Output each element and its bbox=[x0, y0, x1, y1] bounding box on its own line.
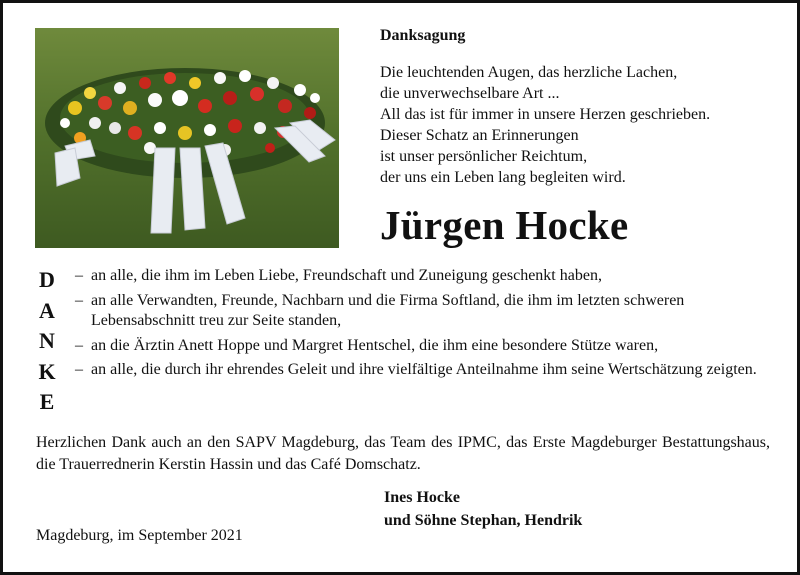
poem bbox=[380, 62, 710, 188]
dash: – bbox=[75, 361, 83, 378]
list-item-text: an alle Verwandten, Freunde, Nachbarn und die Firma Softland, die ihm im letzten schweren Lebensabschnitt treu zur Seite standen, bbox=[91, 291, 685, 329]
deceased-name: Jürgen Hocke bbox=[380, 202, 629, 248]
poem-line: Die leuchtenden Augen, das herzliche Lachen, bbox=[380, 64, 678, 81]
poem-line: All das ist für immer in unsere Herzen geschrieben. bbox=[380, 106, 711, 123]
list-item bbox=[75, 336, 775, 357]
danke-letter: A bbox=[39, 297, 55, 323]
signer-line: und Söhne Stephan, Hendrik bbox=[384, 512, 583, 529]
funeral-flowers-photo bbox=[35, 28, 339, 248]
danke-letter: N bbox=[39, 328, 55, 353]
dash: – bbox=[75, 336, 83, 354]
danke-letter: K bbox=[38, 358, 56, 384]
poem-line: Dieser Schatz an Erinnerungen bbox=[380, 127, 579, 144]
heading: Danksagung bbox=[380, 27, 466, 44]
list-item-text: an alle, die durch ihr ehrendes Geleit und ihre vielfältige Anteilnahme ihm seine Wertschätzung zeigten. bbox=[91, 361, 757, 378]
danke-letter: D bbox=[39, 267, 55, 292]
list-item bbox=[75, 266, 775, 287]
list-item bbox=[75, 291, 775, 332]
list-item-text: an alle, die ihm im Leben Liebe, Freundschaft und Zuneigung geschenkt haben, bbox=[91, 267, 602, 284]
list-item bbox=[75, 360, 775, 381]
poem-line: die unverwechselbare Art ... bbox=[380, 85, 560, 102]
poem-line: der uns ein Leben lang begleiten wird. bbox=[380, 169, 626, 186]
place-date: Magdeburg, im September 2021 bbox=[36, 527, 243, 544]
dash: – bbox=[75, 291, 83, 309]
list-item-text: an die Ärztin Anett Hoppe und Margret Hentschel, die ihm eine besondere Stütze waren, bbox=[91, 336, 659, 354]
dash: – bbox=[75, 267, 83, 284]
signer-line: Ines Hocke bbox=[384, 489, 460, 506]
thanks-list bbox=[75, 266, 775, 385]
danke-vertical bbox=[36, 265, 58, 418]
additional-thanks: Herzlichen Dank auch an den SAPV Magdeburg, das Team des IPMC, das Erste Magdeburger Bestattungshaus, die Trauerrednerin Kerstin Hassin und das Café Domschatz. bbox=[36, 434, 770, 473]
signers bbox=[384, 486, 582, 532]
danke-letter: E bbox=[39, 389, 55, 414]
flower-wreath-image bbox=[35, 28, 339, 248]
poem-line: ist unser persönlicher Reichtum, bbox=[380, 148, 588, 165]
